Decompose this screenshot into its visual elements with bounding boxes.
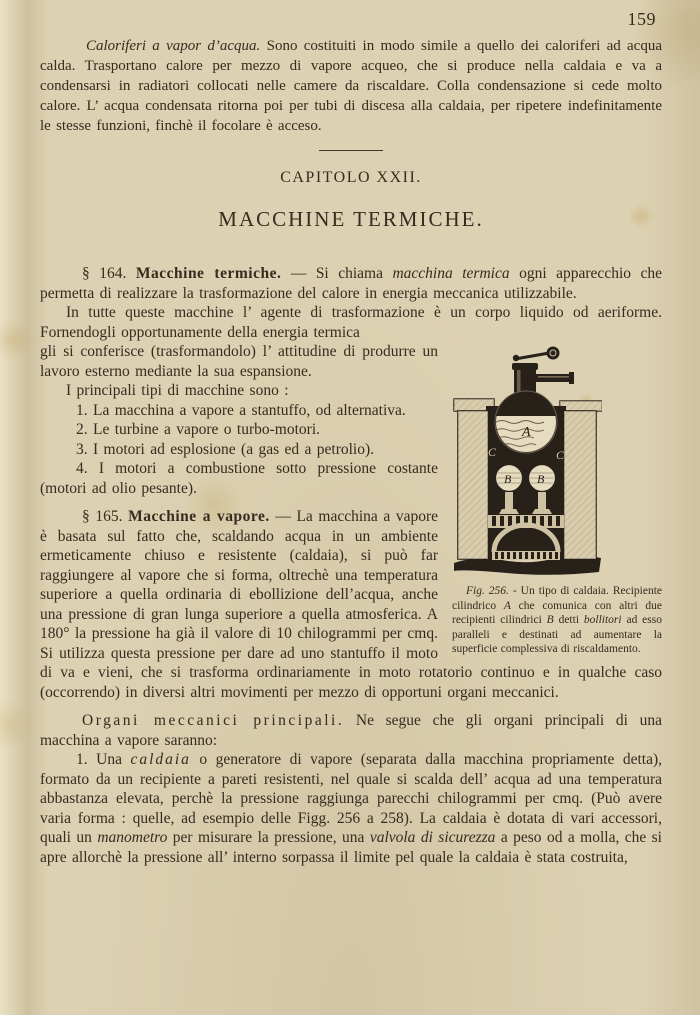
machine-type-item-4: 4. I motori a combustione sotto pressione costante (motori ad olio pesante). <box>40 460 438 497</box>
machine-type-item-2: 2. Le turbine a vapore o turbo-motori. <box>76 421 321 438</box>
figure-256 <box>452 344 662 657</box>
steam-pipe <box>536 374 573 382</box>
paragraph-agente-cont: gli si conferisce (trasformandolo) l’ attitudine di produrre un lavoro esterno mediante la sua espansione. <box>40 343 438 380</box>
label-C-left: C <box>488 445 497 459</box>
valve-weight <box>547 347 560 360</box>
label-B-right: B <box>537 472 545 486</box>
label-B-left: B <box>504 472 512 486</box>
wrap-section <box>40 342 662 702</box>
label-C-right: C <box>556 448 565 462</box>
paragraph-tipi: I principali tipi di macchine sono : <box>66 382 289 399</box>
page-number: 159 <box>627 9 656 29</box>
page-body <box>40 264 662 867</box>
machine-type-item-3: 3. I motori ad esplosione (a gas ed a petrolio). <box>76 440 375 458</box>
chapter-kicker: CAPITOLO XXII. <box>280 169 422 186</box>
machine-type-item-1: 1. La macchina a vapore a stantuffo, od alternativa. <box>76 401 406 419</box>
label-A: A <box>522 425 531 440</box>
chapter-title: MACCHINE TERMICHE. <box>218 207 484 231</box>
figure-caption: Fig. 256. - Un tipo di caldaia. Recipiente cilindrico A che comunica con altri due recipienti cilindrici B detti bollitori ad esso paralleli e destinati ad aumentare la superficie complessiva di riscaldamento. <box>452 585 662 655</box>
section-divider <box>319 150 383 151</box>
intro-paragraph: Caloriferi a vapor d’acqua. Sono costituiti in modo simile a quello dei caloriferi ad acqua calda. Trasportano calore per mezzo di vapore acqueo, che si produce nella caldaia e va a condensarsi in radiatori collocati nelle camere da riscaldare. Colla condensazione si cede molto calore. L’ acqua condensata ritorna poi per tubi di discesa alla caldaia, per ripetere indefinitamente le stesse funzioni, finchè il focolare è acceso. <box>40 38 663 134</box>
paragraph-caldaia: 1. Una caldaia o generatore di vapore (separata dalla macchina propriamente detta), formato da un recipiente a pareti resistenti, nel quale si scalda dell’ acqua ad una temperatura abbastanza elevata, perchè la pressione raggiunga parecchi chilogrammi per cmq. (Può avere varia forma : quelle, ad esempio delle Figg. 256 a 258). La caldaia è dotata di vari accessori, quali un manometro per misurare la pressione, una valvola di sicurezza a peso od a molla, che si apre allorchè la pressione all’ interno sorpassa il limite pel quale la caldaia è stata costruita, <box>40 751 662 866</box>
paragraph-165: § 165. Macchine a vapore. — La macchina a vapore è basata sul fatto che, scaldando acqua in un ambiente ermeticamente chiuso e resistente (caldaia), si può far raggiungere al vapore che si forma, oltrechè una temperatura superiore a quella ordinaria di ebollizione dell’acqua, anche una pressione di gran lunga superiore a quella atmosferica. A 180° la pressione ha già il valore di 10 chilogrammi per cmq. Si utilizza questa pressione per dare ad uno stantuffo il moto di va e vieni, che si trasforma ordinariamente in moto rotatorio continuo e in qualche caso (occorrendo) in diversi altri movimenti per mezzo di opportuni organi meccanici. <box>40 508 662 701</box>
paragraph-agente: In tutte queste macchine l’ agente di trasformazione è un corpo liquido od aeriforme. Fornendogli opportunamente della energia termica <box>40 304 662 341</box>
paragraph-164: § 164. Macchine termiche. — Si chiama macchina termica ogni apparecchio che permetta di realizzare la trasformazione del calore in energia meccanica utilizzabile. <box>40 265 663 302</box>
boiler-illustration <box>452 344 602 576</box>
paragraph-organi: Organi meccanici principali. Ne segue che gli organi principali di una macchina a vapore saranno: <box>40 712 662 749</box>
